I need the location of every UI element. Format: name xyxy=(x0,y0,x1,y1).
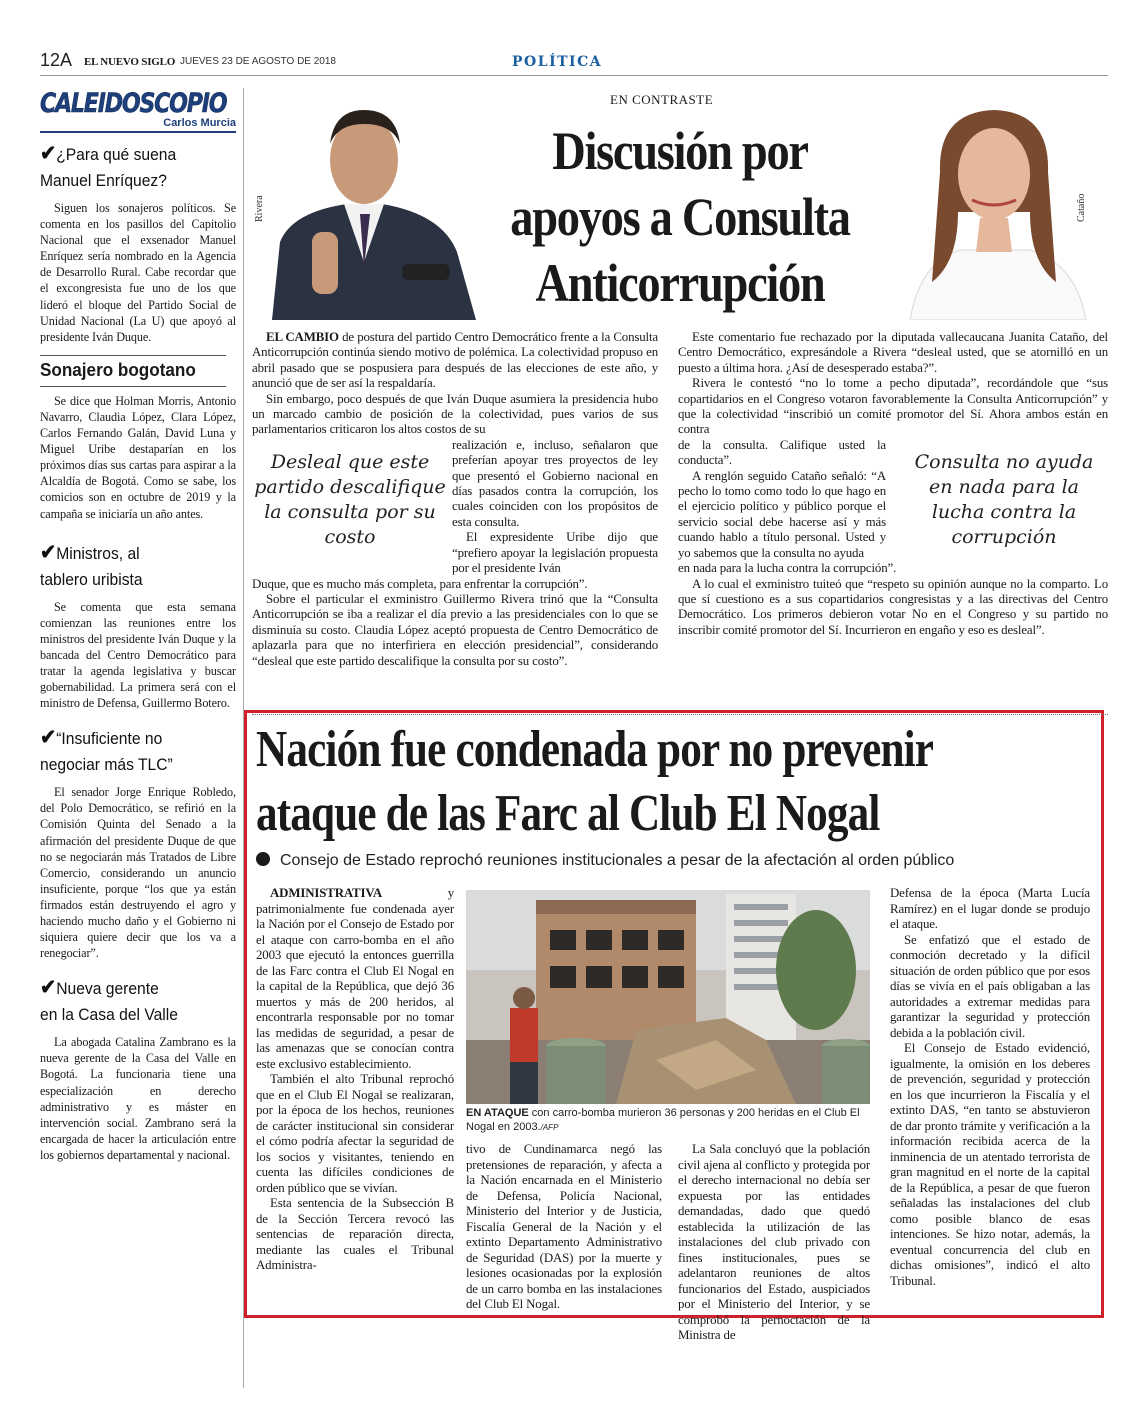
feature-column-2: Este comentario fue rechazado por la diputada vallecaucana Juanita Cataño, del Centro Democrático, expresándole a Rivera “desleal usted, que se atornilló en un puesto a última hora. ¿Así de desesperado estaba?”. Rivera le contestó “no lo tome a pecho diputada”, recordándole que “sus copartidarios en el Congreso votaron favorablemente la Consulta Anticorrupción” y que la colectividad “inscribió un comité promotor del Sí. Ahora ambos están en contra de la consulta. Califique usted la conducta”. A renglón seguido Cataño señaló: “A pecho lo tomo como todo lo que hago en el ejercicio político y público porque el servicio social debe hacerse así y más cuando hablo a título personal. Usted y yo sabemos que la consulta no ayuda en nada para la lucha contra la corrupción”. A lo cual el exministro tuiteó que “respeto su opinión aunque no la comparto. Lo que sí cuestiono es a sus copartidarios congresistas y a las directivas del Centro Democrático. Los primeros debieron votar No en el Congreso y su partido no inscribir comité promotor del Sí. Incurrieron en engaño y eso es desleal”. xyxy=(678,330,1108,637)
column-subheading: Sonajero bogotano xyxy=(40,355,226,387)
news-column-3: La Sala concluyó que la población civil ajena al conflicto y protegida por el derecho internacional no debía ser expuesta por las entidades demandadas, dado que quedó establecida la utilización de las instalaciones del club privado con fines institucionales, pues se adelantaron reuniones de altos funcionarios del Estado, auspiciados por el Ministerio del Interior, y se comprobó la pernoctación de la Ministra de xyxy=(678,1142,870,1342)
check-icon: ✔ xyxy=(40,976,57,1000)
column-item-heading-2: en la Casa del Valle xyxy=(40,1005,178,1025)
column-item-heading: ✔¿Para qué suena xyxy=(40,142,177,165)
column-item-text: Se comenta que esta semana comienzan las reuniones entre los ministros del presidente Iván Duque y la bancada del Centro Democrático para tratar la agenda legislativa y buscar gobernabilidad. La primera será con el ministro de Defensa, Guillermo Botero. xyxy=(40,599,236,711)
catano-photo-caption: Cataño xyxy=(1076,193,1087,222)
club-el-nogal-photo xyxy=(466,890,870,1104)
news-column-2: tivo de Cundinamarca negó las pretensiones de reparación, y afecta a la Nación encarnada en el Ministerio de Defensa, Policía Nacional, Ministerio del Interior y de Justicia, Fiscalía General de la Nación y el extinto Departamento Administrativo de Seguridad (DAS) por la muerte y lesiones ocasionadas por la explosión de un carro bomba en las instalaciones del Club El Nogal. xyxy=(466,1142,662,1311)
bullet-icon xyxy=(256,852,270,866)
photo-credit: /AFP xyxy=(540,1123,559,1132)
pullquote-left: Desleal que este partido descalifique la consulta por su costo xyxy=(252,450,448,550)
column-item-heading-2: Manuel Enríquez? xyxy=(40,171,167,190)
dotted-divider xyxy=(252,714,1108,715)
column-item-text: Se dice que Holman Morris, Antonio Navarro, Claudia López, Clara López, Carlos Fernando Galán, David Luna y Miguel Uribe destaparían en los próximos días sus cartas para aspirar a la Alcaldía de Bogotá. Como se sabe, los comicios son en octubre de 2019 y la campaña se iniciaría un año antes. xyxy=(40,393,236,521)
column-author: Carlos Murcia xyxy=(40,117,236,133)
check-icon: ✔ xyxy=(40,142,57,165)
caleidoscopio-column xyxy=(40,88,236,1388)
check-icon: ✔ xyxy=(40,540,57,564)
section-title: POLÍTICA xyxy=(512,54,603,70)
feature-kicker: EN CONTRASTE xyxy=(610,92,714,107)
page-number: 12A xyxy=(40,50,73,70)
page-header xyxy=(40,50,1108,76)
column-item-heading-2: negociar más TLC” xyxy=(40,755,173,775)
photo-caption: EN ATAQUE con carro-bomba murieron 36 personas y 200 heridas en el Club El Nogal en 2003./AFP xyxy=(466,1107,860,1133)
paper-name: EL NUEVO SIGLO xyxy=(84,56,176,68)
feature-headline: Discusión por apoyos a Consulta Anticorrupción xyxy=(510,121,850,313)
news-column-4: Defensa de la época (Marta Lucía Ramírez) en el lugar donde se produjo el ataque. Se enfatizó que el estado de conmoción decretado y la difícil situación de orden público que por esos días se vivía en el país obligaban a las autoridades a extremar medidas para garantizar la seguridad y protección debida a la población civil. El Consejo de Estado evidenció, igualmente, la omisión en los deberes de prevención, seguridad y protección en los que incurrieron la Fiscalía y el extinto DAS, “en tanto se abstuvieron de dar pronto trámite y verificación a la información recibida acerca de la inminencia de un atentado terrorista de gran magnitud en el norte de la capital de la República, a pesar de que fueron señaladas las instalaciones del club como posible blanco de esas intenciones. Se hizo notar, además, la eventual concurrencia del club en dichas omisiones”, indicó el alto Tribunal. xyxy=(890,886,1090,1288)
news-subheadline: Consejo de Estado reprochó reuniones institucionales a pesar de la afectación al orden público xyxy=(256,852,1096,870)
news-headline: Nación fue condenada por no prevenir ataque de las Farc al Club El Nogal xyxy=(256,721,934,842)
column-item-heading: ✔Nueva gerente xyxy=(40,976,159,1000)
pullquote-right: Consulta no ayuda en nada para la lucha contra la corrupción xyxy=(900,450,1108,550)
feature-body xyxy=(252,330,1108,702)
feature-column-1: EL CAMBIO de postura del partido Centro Democrático frente a la Consulta Anticorrupción continúa siendo motivo de polémica. La colectividad propuso en abril pasado que se pospusiera para después de las elecciones de este año, y anunció que de ser así la respaldaría. Sin embargo, poco después de que Iván Duque asumiera la presidencia hubo un marcado cambio de posición de la colectividad, pues varios de sus parlamentarios criticaron los altos costos de su realización e, incluso, señalaron que preferían apoyar tres proyectos de ley que presentó el Gobierno nacional en días pasados contra la corrupción, los cuales coinciden con los propósitos de esta consulta. El expresidente Uribe dijo que “prefiero apoyar la legislación propuesta por el presidente Iván Duque, que es mucho más completa, para enfrentar la corrupción”. Sobre el particular el exministro Guillermo Rivera trinó que la “Consulta Anticorrupción se iba a realizar el día previo a las presidenciales con lo que se disminuía su costo. Claudia López aceptó propuesta de Centro Democrático de aplazarla para que no interfiriera en elección presidencial”, considerando “desleal que este partido descalifique la consulta por su costo”. xyxy=(252,330,658,668)
rivera-photo-caption: Rivera xyxy=(254,195,265,222)
column-item-heading-2: tablero uribista xyxy=(40,569,143,589)
rivera-photo xyxy=(252,92,476,320)
column-item-text: Siguen los sonajeros políticos. Se comenta en los pasillos del Capitolio Nacional que el exsenador Manuel Enríquez sería nombrado en la Agencia de Desarrollo Rural. Cabe recordar que el excongresista fue uno de los que lideró el bloque del Partido Social de Unidad Nacional (La U) que apoyó al presidente Iván Duque. xyxy=(40,201,236,344)
column-item-text: La abogada Catalina Zambrano es la nueva gerente de la Casa del Valle en Bogotá. La funcionaria tiene una especialización en derecho administrativo y es máster en intervención social. Zambrano será la encargada de hacer la articulación entre los gobiernos departamental y nacional. xyxy=(40,1035,236,1162)
column-item-text: El senador Jorge Enrique Robledo, del Polo Democrático, se refirió en la Comisión Quinta del Senado a la afirmación del presidente Duque de que no se negociarán más Tratados de Libre Comercio, considerando un anuncio insuficiente, porque “los que ya están firmados están destruyendo el agro y haciendo mucho daño y el Gobierno ni siquiera quiere decir que los va a renegociar”. xyxy=(40,785,236,961)
catano-photo xyxy=(880,92,1108,320)
column-item-heading: ✔Ministros, al xyxy=(40,540,140,564)
column-title: CALEIDOSCOPIO xyxy=(40,88,227,119)
column-item-heading: ✔“Insuficiente no xyxy=(40,726,163,750)
issue-date: JUEVES 23 DE AGOSTO DE 2018 xyxy=(180,56,336,67)
news-column-1: ADMINISTRATIVA y patrimonialmente fue condenada ayer la Nación por el Consejo de Estado por el ataque con carro-bomba en el año 2003 que ejecutó la entonces guerrilla de las Farc contra el Club El Nogal en la capital de la República, que dejó 36 muertos y más de 200 heridos, al encontrarla responsable por no tomar las medidas de seguridad, a pesar de las amenazas que se conocían contra este exclusivo establecimiento. También el alto Tribunal reprochó que en el Club El Nogal se realizaran, por la época de los hechos, reuniones de carácter institucional sin considerar el cómo podría afectar la seguridad de los socios y visitantes, teniendo en cuenta las difíciles condiciones de orden público que se vivían. Esta sentencia de la Subsección B de la Sección Tercera revocó las sentencias de reparación directa, mediante las cuales el Tribunal Administra- xyxy=(256,886,454,1272)
check-icon: ✔ xyxy=(40,726,57,750)
